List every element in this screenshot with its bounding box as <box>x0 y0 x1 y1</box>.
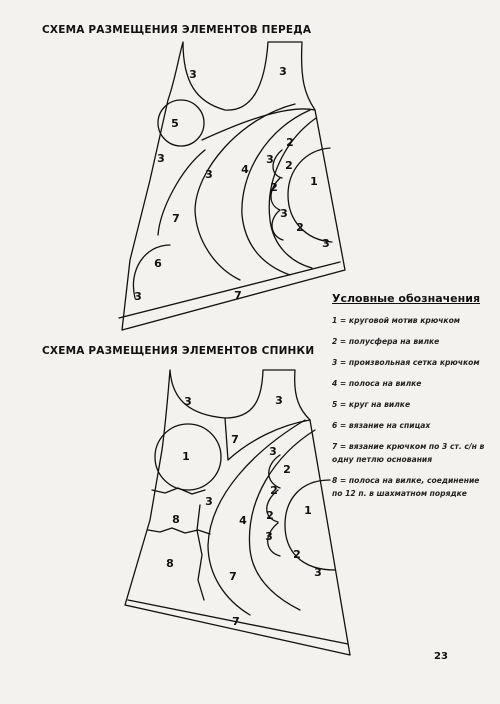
back-outline <box>125 370 350 655</box>
back-label: 2 <box>270 484 278 497</box>
front-label: 7 <box>234 289 242 302</box>
front-label: 2 <box>296 221 304 234</box>
page-number: 23 <box>434 651 448 662</box>
front-label: 2 <box>286 136 294 149</box>
legend-item: 7 = вязание крючком по 3 ст. с/н в одну петлю основания <box>332 442 485 464</box>
front-label: 5 <box>171 117 179 130</box>
front-label: 2 <box>285 159 293 172</box>
legend-item: 6 = вязание на спицах <box>332 421 431 430</box>
back-element-4-right-curve <box>249 430 315 610</box>
back-label: 1 <box>182 450 190 463</box>
front-label: 3 <box>266 153 274 166</box>
front-label: 3 <box>280 207 288 220</box>
front-label: 3 <box>322 237 330 250</box>
back-label: 3 <box>184 395 192 408</box>
legend-title: Условные обозначения <box>332 292 481 305</box>
back-diagram-title: СХЕМА РАЗМЕЩЕНИЯ ЭЛЕМЕНТОВ СПИНКИ <box>42 345 315 357</box>
back-label: 3 <box>269 445 277 458</box>
front-element-4-left-curve <box>195 104 295 280</box>
back-label: 3 <box>275 394 283 407</box>
back-label: 3 <box>205 495 213 508</box>
back-labels <box>166 394 322 628</box>
back-label: 7 <box>232 615 240 628</box>
front-label: 3 <box>189 68 197 81</box>
front-element-5-circle <box>158 100 204 146</box>
legend-item: 8 = полоса на вилке, соединение по 12 п. в шахматном порядке <box>332 476 480 498</box>
front-label: 3 <box>134 290 142 303</box>
legend-item: 3 = произвольная сетка крючком <box>332 358 480 367</box>
back-label: 2 <box>266 509 274 522</box>
back-label: 7 <box>231 433 239 446</box>
back-label: 1 <box>304 504 312 517</box>
front-element-3-arc <box>202 109 315 140</box>
back-label: 8 <box>166 557 174 570</box>
legend-item: 4 = полоса на вилке <box>332 379 422 388</box>
front-label: 2 <box>270 181 278 194</box>
back-label: 7 <box>229 570 237 583</box>
front-label: 3 <box>205 168 213 181</box>
legend-item: 5 = круг на вилке <box>332 400 411 409</box>
legend-item: 2 = полусфера на вилке <box>332 337 440 346</box>
back-label: 3 <box>314 566 322 579</box>
front-label: 7 <box>172 212 180 225</box>
back-label: 2 <box>293 548 301 561</box>
front-label: 3 <box>157 152 165 165</box>
back-element-8-wavy-side <box>197 505 204 600</box>
back-panel <box>125 370 350 655</box>
front-label: 1 <box>310 175 318 188</box>
back-label: 4 <box>239 514 247 527</box>
legend-item: 1 = круговой мотив крючком <box>332 316 461 325</box>
front-labels <box>134 65 330 303</box>
legend <box>332 292 492 508</box>
back-label: 8 <box>172 513 180 526</box>
front-hem-band-line <box>119 262 340 318</box>
front-label: 6 <box>154 257 162 270</box>
front-diagram-title: СХЕМА РАЗМЕЩЕНИЯ ЭЛЕМЕНТОВ ПЕРЕДА <box>42 24 312 36</box>
back-element-8-wavy-lower <box>148 528 210 534</box>
back-label: 2 <box>283 463 291 476</box>
front-label: 4 <box>241 163 249 176</box>
front-label: 3 <box>279 65 287 78</box>
back-label: 3 <box>265 530 273 543</box>
